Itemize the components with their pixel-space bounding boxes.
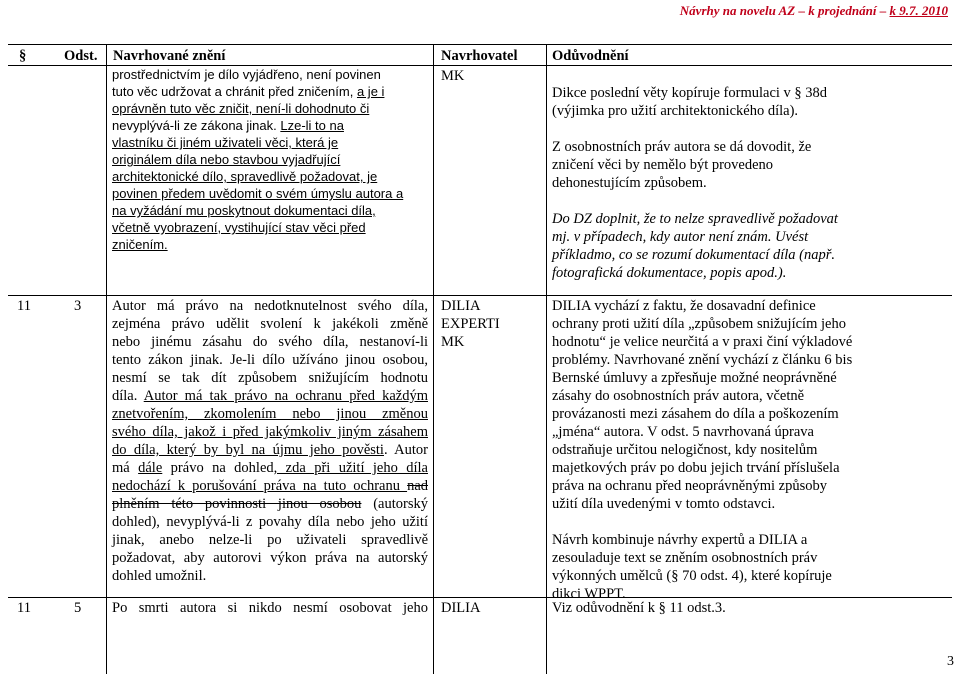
row2-proposal	[112, 297, 428, 585]
proposal-line: dohled umožnil.	[112, 568, 207, 584]
proposal-line: dohled), nevyplývá-li z povahy díla nebo jeho užití	[112, 514, 428, 530]
proposer-name: DILIA	[441, 298, 481, 314]
justification-line: odstraňuje určitou nelogičnost, kdy nositelům	[552, 442, 818, 458]
row2-justification	[552, 297, 852, 603]
proposal-line: nesmí se tak dít způsobem snižujícím hodnotu	[112, 370, 428, 386]
justification-line: problémy. Navrhované znění vychází z článku 6 bis	[552, 352, 853, 368]
proposal-line: jinak, anebo nelze-li po uživateli spravedlivě	[112, 532, 428, 548]
row1-justification	[552, 84, 838, 282]
justification-line: užití díla uvedenými v tomto odstavci.	[552, 496, 776, 512]
proposal-line: má dále právo na dohled, zda při užití jeho díla	[112, 460, 428, 476]
proposer-name: MK	[441, 334, 465, 350]
proposal-line: Autor má právo na nedotknutelnost svého díla,	[112, 298, 428, 314]
justification-line: Bernské úmluvy a zpřesňuje možné neoprávněné	[552, 370, 837, 386]
proposal-line: tento zákon jinak. Je-li dílo užíváno jinou osobou,	[112, 352, 428, 368]
inserted-text: Autor má tak právo na ochranu před každým	[143, 388, 428, 404]
row3-proposer: DILIA	[441, 600, 481, 616]
proposal-line	[112, 477, 428, 495]
proposal-line: tuto věc udržovat a chránit před zničením, a je i	[112, 84, 385, 99]
justification-line: zničení věci by neměl​o být provedeno	[552, 157, 774, 173]
inserted-text: Lze-li to na	[280, 118, 344, 133]
page-number: 3	[947, 654, 954, 669]
document-header	[680, 3, 948, 19]
justification-line: dehonestujícím způsobem.	[552, 175, 707, 191]
col-header-justification: Odůvodnění	[552, 48, 629, 64]
proposal-line: prostřednictvím je dílo vyjádřeno, není povinen	[112, 67, 381, 82]
col-header-proposer: Navrhovatel	[441, 48, 518, 64]
proposal-line: Po smrti autora si nikdo nesmí osobovat jeho	[112, 600, 428, 616]
inserted-text: nedochází k porušování práva na tuto ochranu	[112, 478, 408, 494]
inserted-text: znetvořením, zkomolením nebo jinou změnou	[112, 406, 428, 422]
col-header-section: §	[19, 48, 27, 64]
row3-section: 11	[17, 600, 31, 616]
column-divider-3	[546, 44, 547, 674]
proposal-line: plněním této povinnosti jinou osobou (autorský	[112, 496, 428, 512]
proposal-line: nebo jinému zásahu do svého díla, nestanoví-li	[112, 334, 428, 350]
row2-section: 11	[17, 298, 31, 314]
inserted-text: oprávněn tuto věc zničit, není-li dohodnuto či	[112, 101, 370, 116]
justification-line: zesouladuje text se zněním osobnostních práv	[552, 550, 818, 566]
column-divider-2	[433, 44, 434, 674]
justification-note: fotografická dokumentace, popis apod.).	[552, 265, 787, 281]
inserted-text: vlastníku či jiném uživateli věci, která je	[112, 135, 339, 150]
inserted-text: zničením.	[112, 237, 168, 252]
proposal-line: díla. Autor má tak právo na ochranu před každým	[112, 388, 428, 404]
inserted-text: a je i	[356, 84, 385, 99]
deleted-text: nad	[407, 478, 428, 494]
justification-note: příkladmo, co se rozumí dokumentací díla (např.	[552, 247, 835, 263]
proposal-line: požadovat, aby autorovi výkon práva na autorský	[112, 550, 428, 566]
inserted-text: na vyžádání mu poskytnout dokumentaci díla,	[112, 203, 376, 218]
row1-proposal	[112, 66, 403, 253]
proposal-line: nevyplývá-li ze zákona jinak. Lze-li to na	[112, 118, 344, 133]
inserted-text: dále	[138, 460, 163, 476]
row2-paragraph: 3	[74, 298, 82, 314]
proposal-line: zejména právo udělit svolení k jakékoli změně	[112, 316, 428, 332]
justification-line: ochrany proti užití díla „způsobem snižujícím jeho	[552, 316, 846, 332]
row3-proposal	[112, 599, 428, 617]
proposer-name: EXPERTI	[441, 316, 500, 332]
justification-line: hodnotu“ je velice neurčitá a v praxi činí výkladové	[552, 334, 853, 350]
proposal-line: do díla, který by byl na újmu jeho pověsti. Autor	[112, 442, 428, 458]
row3-paragraph: 5	[74, 600, 82, 616]
inserted-text: včetně vyobrazení, vystihující stav věci před	[112, 220, 366, 235]
inserted-text: svého díla, jakož i před jakýmkoliv jiným zásahem	[112, 424, 428, 440]
row2-proposers	[441, 297, 500, 351]
justification-line: práva na ochranu před neoprávněnými způsoby	[552, 478, 827, 494]
row3-justification: Viz odůvodnění k § 11 odst.3.	[552, 600, 726, 616]
deleted-text: plněním této povinnosti jinou osobou	[112, 496, 362, 512]
justification-note: mj. v případech, kdy autor není znám. Uvést	[552, 229, 809, 245]
header-prefix: Návrhy na novelu AZ – k projednání –	[679, 3, 890, 18]
justification-note: Do DZ doplnit, že to nelze spravedlivě požadovat	[552, 211, 838, 227]
justification-line: „jména“ autora. V odst. 5 navrhovaná úprava	[552, 424, 814, 440]
justification-line: Návrh kombinuje návrhy expertů a DILIA a	[552, 532, 808, 548]
justification-line: (výjimka pro užití architektonického díla).	[552, 103, 799, 119]
row1-proposer: MK	[441, 68, 465, 84]
justification-line: Dikce poslední věty kopíruje formulaci v § 38d	[552, 85, 828, 101]
inserted-text: originálem díla nebo stavbou vyjadřující	[112, 152, 341, 167]
justification-line: zásahy do osobnostních práv autora, včetně	[552, 388, 805, 404]
justification-line: provázanosti mezi zásahem do díla a poškozením	[552, 406, 839, 422]
justification-line: dikci WPPT.	[552, 586, 626, 602]
col-header-paragraph: Odst.	[64, 48, 98, 64]
header-date: k 9.7. 2010	[889, 3, 948, 18]
justification-line: majetkových práv po dobu jejich trvání příslušela	[552, 460, 840, 476]
justification-line: Z osobnostních práv autora se dá dovodit, že	[552, 139, 812, 155]
table-top-border	[8, 44, 952, 45]
justification-line: výkonných umělců (§ 70 odst. 4), které kopíruje	[552, 568, 832, 584]
inserted-text: architektonické dílo, spravedlivě požadovat, je	[112, 169, 378, 184]
inserted-text: , zda při užití jeho díla	[273, 460, 428, 476]
col-header-proposal: Navrhované znění	[113, 48, 226, 64]
inserted-text: povinen předem uvědomit o svém úmyslu autora a	[112, 186, 404, 201]
justification-line: DILIA vychází z faktu, že dosavadní definice	[552, 298, 816, 314]
inserted-text: do díla, který by byl na újmu jeho pověsti	[112, 442, 384, 458]
row-divider-1	[8, 295, 952, 296]
column-divider-1	[106, 44, 107, 674]
